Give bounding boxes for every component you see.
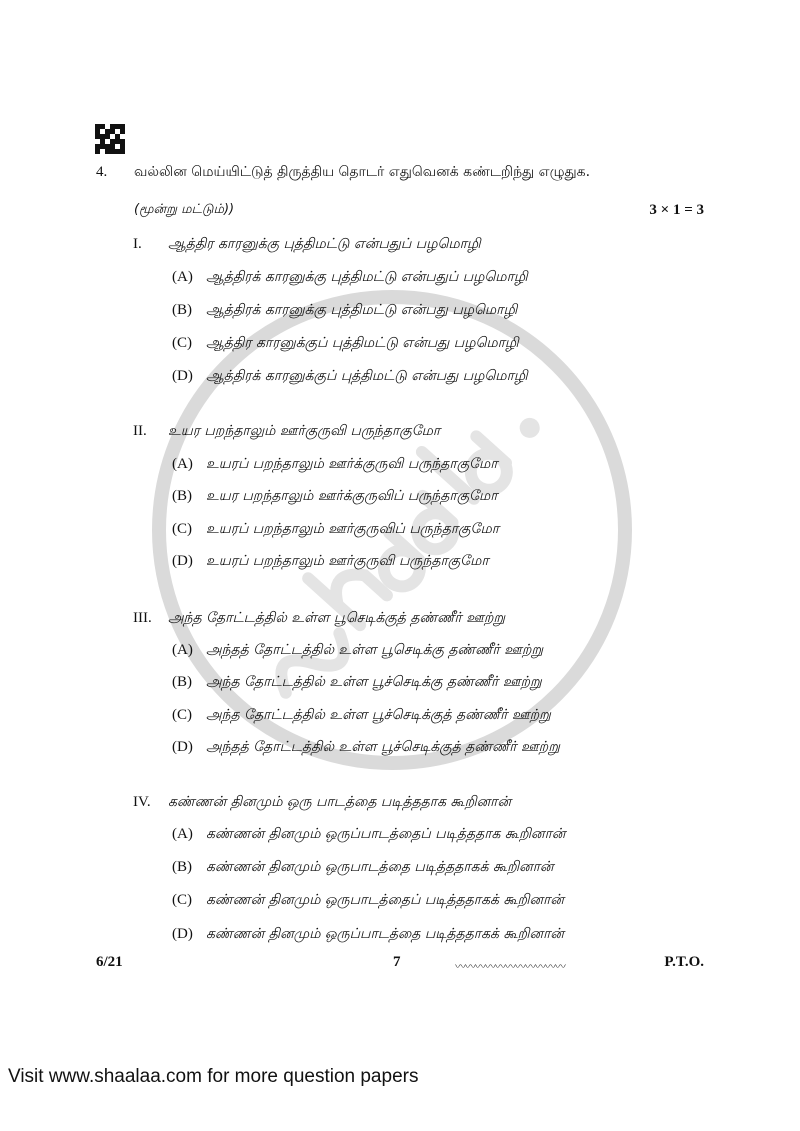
option-text: உயரப் பறந்தாலும் ஊர்குருவி பருந்தாகுமோ xyxy=(206,553,489,569)
footer-squiggle: 〰〰〰〰〰〰〰〰〰〰〰 xyxy=(455,961,565,973)
option-text: ஆத்திரக் காரனுக்கு புத்திமட்டு என்பது பழமொழி xyxy=(206,302,518,318)
option-label: (D) xyxy=(172,553,193,569)
option-label: (A) xyxy=(172,642,193,658)
pto-label: P.T.O. xyxy=(664,954,704,970)
part-numeral: III. xyxy=(133,610,152,626)
option-label: (C) xyxy=(172,335,192,351)
option-label: (A) xyxy=(172,826,193,842)
option-text: கண்ணன் தினமும் ஒருப்பாடத்தைப் படித்ததாக கூறினான் xyxy=(206,826,566,842)
option-text: உயர பறந்தாலும் ஊர்க்குருவிப் பருந்தாகுமோ xyxy=(206,488,498,504)
part-numeral: I. xyxy=(133,236,142,252)
page-number: 7 xyxy=(393,954,401,970)
option-label: (D) xyxy=(172,926,193,942)
visit-link[interactable]: Visit www.shaalaa.com for more question papers xyxy=(8,1066,419,1087)
option-label: (B) xyxy=(172,674,192,690)
option-text: அந்த தோட்டத்தில் உள்ள பூச்செடிக்குத் தண்ணீர் ஊற்று xyxy=(206,707,551,723)
paper-code: 6/21 xyxy=(96,954,123,970)
option-label: (C) xyxy=(172,521,192,537)
option-text: அந்த தோட்டத்தில் உள்ள பூச்செடிக்கு தண்ணீர் ஊற்று xyxy=(206,674,542,690)
option-text: ஆத்திர காரனுக்குப் புத்திமட்டு என்பது பழமொழி xyxy=(206,335,519,351)
part-text: உயர பறந்தாலும் ஊர்குருவி பருந்தாகுமோ xyxy=(168,423,441,439)
option-label: (B) xyxy=(172,859,192,875)
option-label: (C) xyxy=(172,707,192,723)
option-label: (B) xyxy=(172,302,192,318)
option-text: உயரப் பறந்தாலும் ஊர்க்குருவி பருந்தாகுமோ xyxy=(206,456,498,472)
option-label: (A) xyxy=(172,269,193,285)
option-text: ஆத்திரக் காரனுக்குப் புத்திமட்டு என்பது பழமொழி xyxy=(206,368,528,384)
question-marks: 3 × 1 = 3 xyxy=(649,202,704,218)
part-text: அந்த தோட்டத்தில் உள்ள பூசெடிக்குத் தண்ணீர் ஊற்று xyxy=(168,610,506,626)
option-text: கண்ணன் தினமும் ஒருபாடத்தை படித்ததாகக் கூறினான் xyxy=(206,859,554,875)
qr-code-icon xyxy=(95,124,125,154)
part-numeral: II. xyxy=(133,423,147,439)
part-text: கண்ணன் தினமும் ஒரு பாடத்தை படித்ததாக கூறினான் xyxy=(168,794,512,810)
question-text: வல்லின மெய்யிட்டுத் திருத்திய தொடர் எதுவெனக் கண்டறிந்து எழுதுக. xyxy=(134,164,591,180)
option-label: (D) xyxy=(172,739,193,755)
option-label: (A) xyxy=(172,456,193,472)
part-text: ஆத்திர காரனுக்கு புத்திமட்டு என்பதுப் பழமொழி xyxy=(168,236,481,252)
option-text: கண்ணன் தினமும் ஒருபாடத்தைப் படித்ததாகக் கூறினான் xyxy=(206,892,564,908)
option-text: உயரப் பறந்தாலும் ஊர்குருவிப் பருந்தாகுமோ xyxy=(206,521,500,537)
option-text: அந்தத் தோட்டத்தில் உள்ள பூச்செடிக்குத் தண்ணீர் ஊற்று xyxy=(206,739,560,755)
part-numeral: IV. xyxy=(133,794,151,810)
question-number: 4. xyxy=(96,164,108,180)
option-text: கண்ணன் தினமும் ஒருப்பாடத்தை படித்ததாகக் கூறினான் xyxy=(206,926,564,942)
option-label: (D) xyxy=(172,368,193,384)
option-label: (B) xyxy=(172,488,192,504)
option-text: ஆத்திரக் காரனுக்கு புத்திமட்டு என்பதுப் பழமொழி xyxy=(206,269,528,285)
option-text: அந்தத் தோட்டத்தில் உள்ள பூசெடிக்கு தண்ணீர் ஊற்று xyxy=(206,642,544,658)
question-instruction: (மூன்று மட்டும்)) xyxy=(134,202,235,217)
option-label: (C) xyxy=(172,892,192,908)
